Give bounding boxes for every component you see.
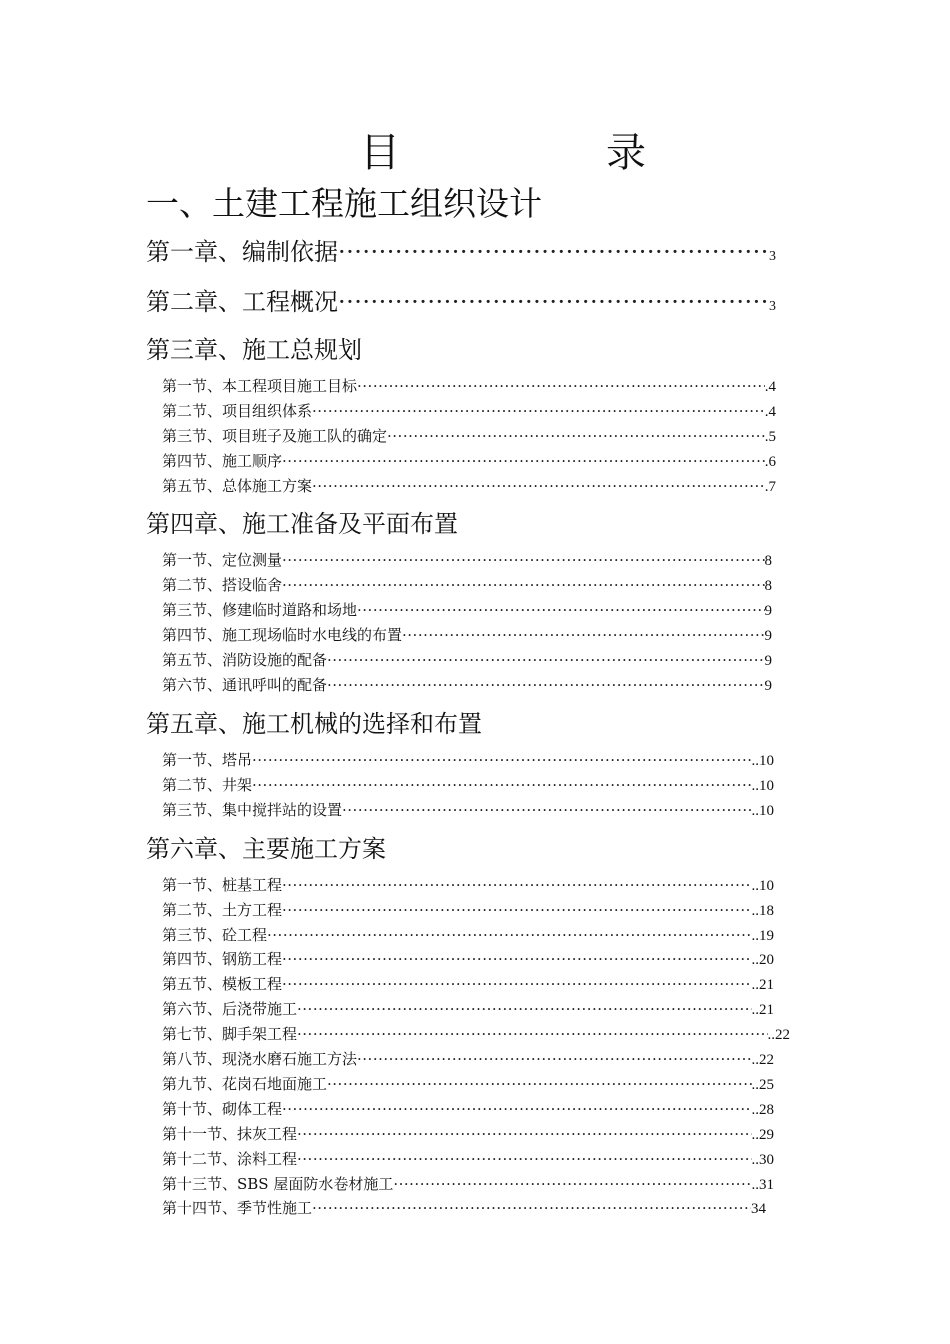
dot-leader xyxy=(357,598,764,622)
toc-section[interactable] xyxy=(162,1072,774,1096)
section-label: 第四节、钢筋工程 xyxy=(162,950,283,968)
page-number: ..10 xyxy=(751,803,774,819)
toc-section[interactable] xyxy=(162,449,776,473)
section-label: 第三节、项目班子及施工队的确定 xyxy=(162,427,388,445)
dot-leader xyxy=(252,773,751,797)
section-label: 第十三节、SBS 屋面防水卷材施工 xyxy=(162,1175,394,1193)
toc-section[interactable] xyxy=(162,399,776,423)
toc-section[interactable] xyxy=(162,648,772,672)
dot-leader xyxy=(297,1022,767,1046)
dot-leader xyxy=(282,898,751,922)
dot-leader xyxy=(327,1072,751,1096)
part-title: 一、土建工程施工组织设计 xyxy=(146,184,542,223)
toc-section[interactable] xyxy=(162,1196,766,1220)
toc-section[interactable] xyxy=(162,1022,790,1046)
toc-chapter-4[interactable]: 第四章、施工准备及平面布置 xyxy=(146,510,458,538)
dot-leader xyxy=(267,923,751,947)
toc-section[interactable] xyxy=(162,898,774,922)
dot-leader xyxy=(282,972,751,996)
page-number: ..21 xyxy=(751,1002,774,1018)
toc-section[interactable] xyxy=(162,1172,774,1196)
toc-section[interactable] xyxy=(162,623,772,647)
dot-leader xyxy=(327,673,764,697)
page-number: 3 xyxy=(769,249,776,264)
section-label: 第五节、消防设施的配备 xyxy=(162,651,328,669)
toc-section[interactable] xyxy=(162,997,774,1021)
section-label: 第六节、后浇带施工 xyxy=(162,1000,298,1018)
page-number: 9 xyxy=(764,653,772,669)
dot-leader xyxy=(387,424,765,448)
page-number: ..10 xyxy=(751,778,774,794)
section-label: 第三节、集中搅拌站的设置 xyxy=(162,801,343,819)
page-number: ..22 xyxy=(767,1027,790,1043)
section-label: 第四节、施工现场临时水电线的布置 xyxy=(162,626,403,644)
dot-leader xyxy=(357,1047,751,1071)
section-label: 第八节、现浇水磨石施工方法 xyxy=(162,1050,358,1068)
section-label: 第一节、桩基工程 xyxy=(162,876,283,894)
dot-leader xyxy=(312,1196,751,1220)
page-number: .4 xyxy=(764,379,776,395)
page-number: .5 xyxy=(764,429,776,445)
section-label: 第一节、塔吊 xyxy=(162,751,253,769)
section-label: 第二节、搭设临舍 xyxy=(162,576,283,594)
section-label: 第十四节、季节性施工 xyxy=(162,1199,313,1217)
toc-section[interactable] xyxy=(162,424,776,448)
toc-section[interactable] xyxy=(162,947,774,971)
toc-section[interactable] xyxy=(162,1097,774,1121)
page-number: ..10 xyxy=(751,753,774,769)
dot-leader xyxy=(402,623,764,647)
page-number: .7 xyxy=(764,479,776,495)
dot-leader xyxy=(282,947,751,971)
dot-leader xyxy=(297,1122,751,1146)
dot-leader xyxy=(282,449,765,473)
section-label: 第十一节、抹灰工程 xyxy=(162,1125,298,1143)
section-label: 第五节、总体施工方案 xyxy=(162,477,313,495)
section-label: 第十节、砌体工程 xyxy=(162,1100,283,1118)
toc-section[interactable] xyxy=(162,873,774,897)
page-number: .6 xyxy=(764,454,776,470)
page-number: 9 xyxy=(764,678,772,694)
section-label: 第一节、定位测量 xyxy=(162,551,283,569)
dot-leader xyxy=(282,1097,751,1121)
dot-leader xyxy=(282,548,764,572)
page-number: 8 xyxy=(764,578,772,594)
section-label: 第二节、井架 xyxy=(162,776,253,794)
dot-leader xyxy=(282,573,764,597)
toc-section[interactable] xyxy=(162,773,774,797)
dot-leader xyxy=(327,648,764,672)
toc-section[interactable] xyxy=(162,374,776,398)
chapter-label: 第二章、工程概况 xyxy=(146,288,338,316)
toc-chapter-5[interactable]: 第五章、施工机械的选择和布置 xyxy=(146,710,482,738)
page-number: .4 xyxy=(764,404,776,420)
toc-section[interactable] xyxy=(162,548,772,572)
dot-leader xyxy=(338,284,769,320)
toc-title xyxy=(0,128,950,178)
toc-section[interactable] xyxy=(162,798,774,822)
toc-section[interactable] xyxy=(162,1047,774,1071)
dot-leader xyxy=(342,798,751,822)
section-label: 第六节、通讯呼叫的配备 xyxy=(162,676,328,694)
page-number: 8 xyxy=(764,553,772,569)
toc-chapter-2[interactable] xyxy=(146,284,776,320)
page-number: 9 xyxy=(764,603,772,619)
section-label: 第一节、本工程项目施工目标 xyxy=(162,377,358,395)
page-number: 34 xyxy=(751,1201,766,1217)
page-number: ..22 xyxy=(751,1052,774,1068)
section-label: 第五节、模板工程 xyxy=(162,975,283,993)
toc-section[interactable] xyxy=(162,972,774,996)
toc-section[interactable] xyxy=(162,923,774,947)
toc-section[interactable] xyxy=(162,673,772,697)
section-label: 第七节、脚手架工程 xyxy=(162,1025,298,1043)
section-label: 第三节、修建临时道路和场地 xyxy=(162,601,358,619)
toc-chapter-3[interactable]: 第三章、施工总规划 xyxy=(146,336,362,364)
dot-leader xyxy=(357,374,765,398)
toc-section[interactable] xyxy=(162,598,772,622)
dot-leader xyxy=(338,234,769,270)
chapter-label: 第一章、编制依据 xyxy=(146,238,338,266)
dot-leader xyxy=(282,873,751,897)
page-number: ..20 xyxy=(751,952,774,968)
dot-leader xyxy=(297,997,751,1021)
page-number: ..30 xyxy=(751,1152,774,1168)
page-number: ..25 xyxy=(751,1077,774,1093)
section-label: 第十二节、涂料工程 xyxy=(162,1150,298,1168)
dot-leader xyxy=(312,474,765,498)
toc-section[interactable] xyxy=(162,1122,774,1146)
toc-section[interactable] xyxy=(162,474,776,498)
toc-chapter-1[interactable] xyxy=(146,234,776,270)
page-number: ..29 xyxy=(751,1127,774,1143)
toc-section[interactable] xyxy=(162,1147,774,1171)
page-number: 9 xyxy=(764,628,772,644)
toc-title-char-2: 录 xyxy=(606,130,646,176)
toc-chapter-6[interactable]: 第六章、主要施工方案 xyxy=(146,835,386,863)
page-number: ..10 xyxy=(751,878,774,894)
dot-leader xyxy=(393,1172,751,1196)
section-label: 第三节、砼工程 xyxy=(162,926,268,944)
toc-section[interactable] xyxy=(162,573,772,597)
toc-title-char-1: 目 xyxy=(360,130,400,176)
page-number: ..21 xyxy=(751,977,774,993)
section-label: 第二节、土方工程 xyxy=(162,901,283,919)
dot-leader xyxy=(297,1147,751,1171)
page-number: ..18 xyxy=(751,903,774,919)
page-number: ..19 xyxy=(751,928,774,944)
section-label: 第二节、项目组织体系 xyxy=(162,402,313,420)
page-number: ..28 xyxy=(751,1102,774,1118)
section-label: 第九节、花岗石地面施工 xyxy=(162,1075,328,1093)
toc-section[interactable] xyxy=(162,748,774,772)
page-number: ..31 xyxy=(751,1177,774,1193)
section-label: 第四节、施工顺序 xyxy=(162,452,283,470)
dot-leader xyxy=(312,399,765,423)
page-number: 3 xyxy=(769,299,776,314)
dot-leader xyxy=(252,748,751,772)
